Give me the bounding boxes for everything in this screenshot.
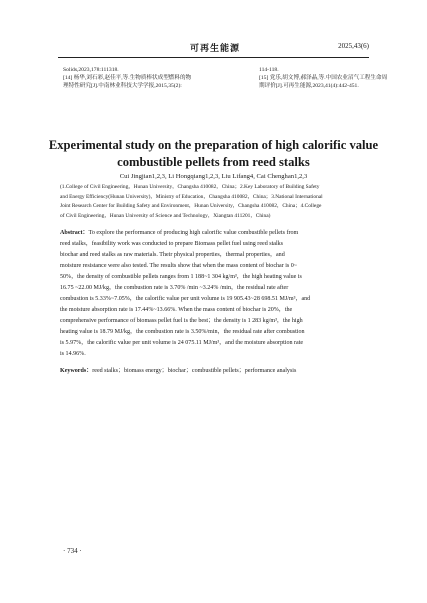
page-number: · 734 ·	[63, 547, 82, 555]
abstract-line: heating value is 18.79 MJ/kg，the combustion rate is 3.50%/min，the residual rate after combustion	[60, 329, 305, 335]
affiliation-line: and Energy Efficiency(Hunan University)，Ministry of Education，Changsha 410082，China；3.National International	[60, 193, 323, 200]
journal-name: 可再生能源	[190, 43, 241, 53]
abstract-line: is 14.96%.	[60, 351, 86, 357]
abstract-line: is 5.97%，the calorific value per unit volume is 24 075.11 MJ/m³，and the moisture absorption rate	[60, 340, 304, 346]
reference-line: Solids,2023,178:111318.	[63, 67, 119, 73]
author-list: Cui Jingjian1,2,3, Li Hongqiang1,2,3, Liu Lifang4, Cai Chenghan1,2,3	[119, 173, 308, 180]
keywords-label: Keywords：	[60, 368, 93, 374]
reference-line: 期评价[J].可再生能源,2023,41(4):442-451.	[259, 83, 359, 90]
references-left-column	[63, 66, 211, 91]
reference-line: 114-118.	[259, 67, 279, 73]
abstract-line: biochar and reed stalks as raw materials. Their physical properties，thermal properties，and	[60, 252, 285, 258]
journal-issue: 2025,43(6)	[338, 42, 369, 50]
abstract-line: reed stalks，feasibility work was conducted to prepare Biomass pellet fuel using reed stalks	[60, 241, 284, 247]
abstract	[60, 228, 369, 360]
references-right-column	[259, 66, 388, 91]
abstract-line: 16.75 ~22.00 MJ/kg，the combustion rate is 3.70% /min ~3.24% /min，the residual rate after	[60, 285, 289, 291]
abstract-line: combustion is 5.33%~7.05%，the calorific value per unit volume is 19 905.43~28 698.51 MJ/m³，and	[60, 296, 311, 302]
running-header	[58, 41, 369, 55]
affiliations	[60, 183, 369, 221]
paper-title	[40, 137, 387, 171]
affiliation-line: Joint Research Center for Building Safety and Environment，Hunan University，Changsha 410082，China；4.College	[60, 203, 322, 210]
reference-line: [14] 杨华,刘石彩,赵佳平,等.生物质棒状成型燃料的物	[63, 75, 192, 82]
abstract-line: comprehensive performance of biomass pellet fuel is the best；the density is 1 283 kg/m³，the high	[60, 318, 303, 324]
abstract-line	[60, 228, 369, 239]
abstract-label: Abstract：	[60, 230, 89, 236]
reference-line: 理特性研究[J].中南林业科技大学学报,2015,35(2):	[63, 83, 182, 90]
title-line: combustible pellets from reed stalks	[117, 155, 310, 169]
affiliation-line: of Civil Engineering，Hunan University of Science and Technology，Xiangtan 411201，China)	[60, 212, 271, 219]
title-line: Experimental study on the preparation of high calorific value	[48, 138, 379, 152]
abstract-line: 50%，the density of combustible pellets ranges from 1 188~1 304 kg/m³，the high heating value is	[60, 274, 302, 280]
header-rule	[58, 57, 369, 58]
abstract-text: To explore the performance of producing high calorific value combustible pellets from	[88, 230, 299, 236]
affiliation-line: (1.College of Civil Engineering，Hunan University，Changsha 410082，China；2.Key Laboratory of Building Safety	[60, 184, 320, 190]
keywords-text: reed stalks；biomass energy；biochar；combustible pellets；performance analysis	[92, 368, 297, 374]
abstract-line: moisture resistance were also tested. The results show that when the mass content of biochar is 0~	[60, 263, 298, 269]
abstract-line: the moisture absorption rate is 17.44%~13.66%. When the mass content of biochar is 20%，the	[60, 307, 293, 313]
reference-line: [15] 党乐,胡文博,郝泽晶,等.中国农业沼气工程生命周	[259, 75, 388, 82]
keywords	[60, 366, 369, 377]
